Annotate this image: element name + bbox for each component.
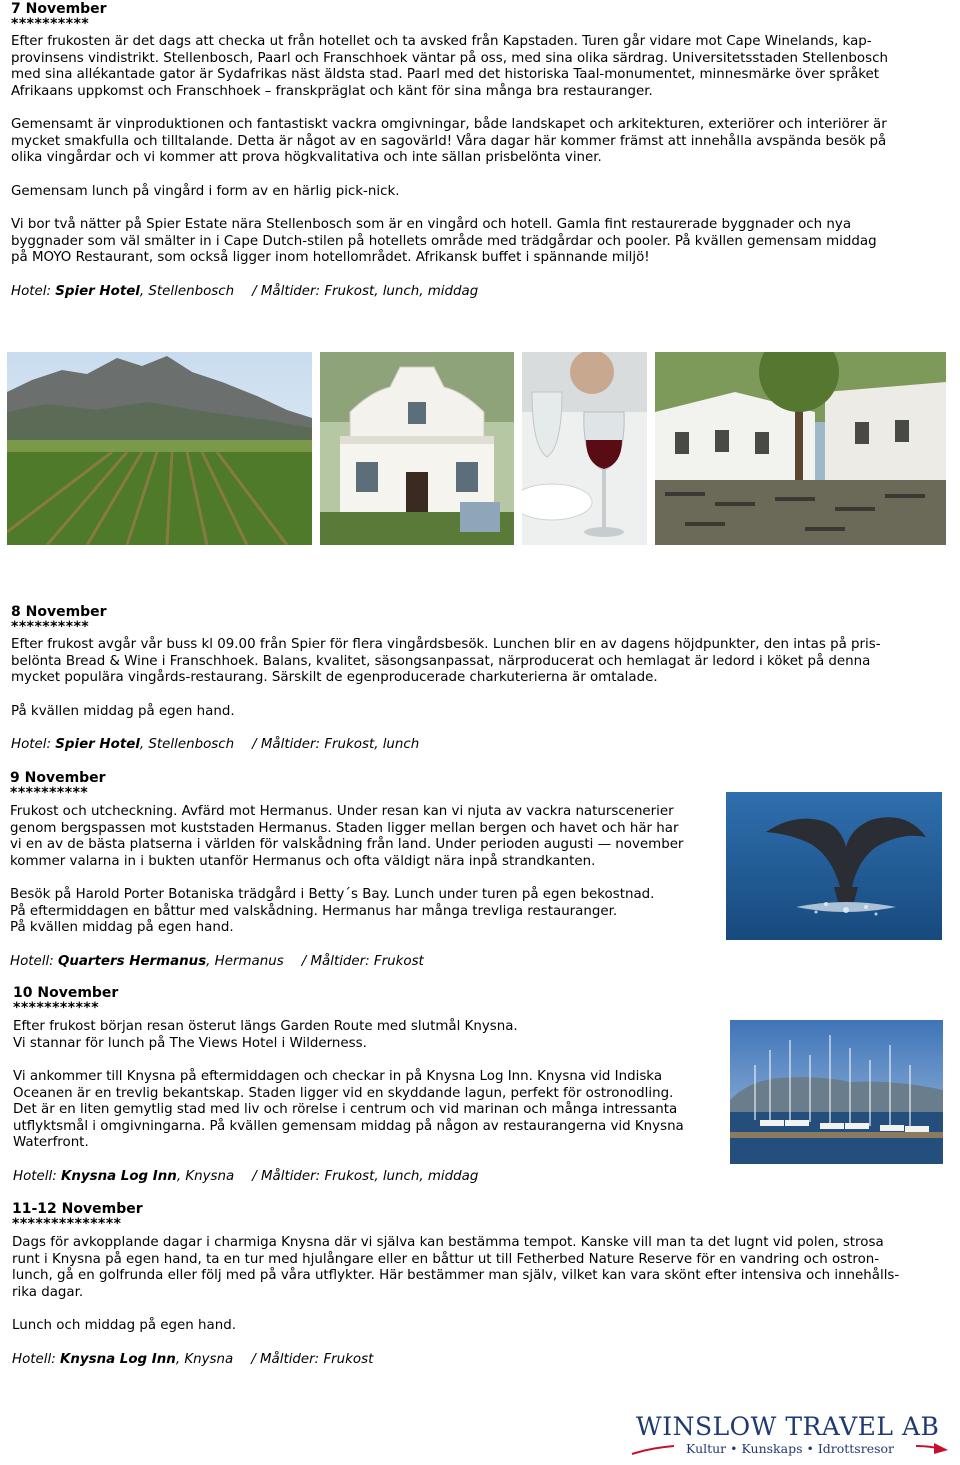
hotel-place: , Stellenbosch <box>139 283 235 299</box>
cape-dutch-house-photo <box>320 352 514 545</box>
meals-info: / Måltider: Frukost <box>251 1351 374 1367</box>
day-9-text-line: kommer valarna in i bukten utanför Hermanus och ofta väldigt nära inpå strandkanten. <box>10 853 596 869</box>
day-11-12-text-line: Dags för avkopplande dagar i charmiga Knysna där vi själva kan bestämma tempot. Kanske vill man ta det lugnt vid polen, strosa <box>12 1235 884 1250</box>
hotel-name: Knysna Log Inn <box>59 1351 176 1367</box>
day-10-hotel-line <box>13 1169 713 1186</box>
day-9-section <box>10 770 710 970</box>
day-8-hotel-line <box>11 737 951 754</box>
day-11-12-text-line: runt i Knysna på egen hand, ta en tur med hjulångare eller en båttur ut till Fetherbed Nature Reserve för en vandring och ostron- <box>12 1251 880 1267</box>
hotel-label: Hotell: <box>12 1351 60 1367</box>
day-7-text-line: Efter frukosten är det dags att checka ut från hotellet och ta avsked från Kapstaden. Turen går vidare mot Cape Winelands, kap- <box>11 34 872 49</box>
day-9-hotel-line <box>10 954 710 971</box>
day-7-text-line: Afrikaans uppkomst och Franschhoek – franskpräglat och känt för sina många bra restauranger. <box>11 83 653 99</box>
day-10-text-line: Oceanen är en trevlig bekantskap. Staden ligger vid en skyddande lagun, perfekt för ostronodling. <box>13 1085 674 1101</box>
logo-name: WINSLOW TRAVEL AB <box>636 1412 940 1441</box>
hotel-label: Hotell: <box>13 1168 61 1184</box>
hotel-name: Spier Hotel <box>55 737 140 752</box>
day-10-section <box>13 985 713 1185</box>
day-7-title: 7 November <box>11 1 107 17</box>
day-7-text-line: Vi bor två nätter på Spier Estate nära Stellenbosch som är en vingård och hotell. Gamla fint restaurerade byggnader och nya <box>11 217 852 232</box>
day-7-text-line: Gemensamt är vinproduktionen och fantastiskt vackra omgivningar, både landskapet och arkitekturen, exteriörer och interiörer är <box>11 117 887 132</box>
day-7-text-line: på MOYO Restaurant, som också ligger inom hotellområdet. Afrikansk buffet i spännande miljö! <box>11 250 650 265</box>
day-11-12-section <box>12 1201 952 1368</box>
day-8-text-line: På kvällen middag på egen hand. <box>11 703 235 719</box>
hotel-label: Hotel: <box>11 737 56 752</box>
vineyard-mountains-photo <box>7 352 312 545</box>
day-9-text-line: Frukost och utcheckning. Avfärd mot Hermanus. Under resan kan vi njuta av vackra naturscenerier <box>10 804 674 819</box>
day-7-text-line: Gemensam lunch på vingård i form av en härlig pick-nick. <box>11 183 400 199</box>
hotel-place: , Stellenbosch <box>139 737 235 752</box>
day-7-section <box>11 1 951 300</box>
day-8-section <box>11 604 951 754</box>
day-11-12-hotel-line <box>12 1352 952 1369</box>
meals-info: / Måltider: Frukost <box>301 953 424 969</box>
day-11-12-text-line: lunch, gå en golfrunda eller följ med på våra utflykter. Här bestämmer man själv, vilket kan vara skönt efter intensiva och innehålls- <box>12 1268 900 1283</box>
day-7-hotel-line <box>11 284 951 301</box>
day-11-12-text-line: Lunch och middag på egen hand. <box>12 1318 236 1333</box>
hotel-name: Quarters Hermanus <box>57 953 207 969</box>
day-10-text-line: Efter frukost början resan österut längs Garden Route med slutmål Knysna. <box>13 1019 518 1034</box>
day-9-stars: ********** <box>10 785 89 801</box>
day-8-title: 8 November <box>11 604 107 620</box>
day-10-stars: *********** <box>13 1000 100 1016</box>
day-7-text-line: provinsens vindistrikt. Stellenbosch, Paarl och Franschhoek väntar på oss, med sina olika särdrag. Universitetsstaden Stellenbosch <box>11 50 888 66</box>
day-9-text-line: Besök på Harold Porter Botaniska trädgård i Betty´s Bay. Lunch under turen på egen bekostnad. <box>10 887 655 902</box>
day-10-text-line: Vi ankommer till Knysna på eftermiddagen och checkar in på Knysna Log Inn. Knysna vid Indiska <box>13 1069 663 1084</box>
day-8-stars: ********** <box>11 619 90 635</box>
day-8-text-line: belönta Bread & Wine i Franschhoek. Balans, kvalitet, säsongsanpassat, närproducerat och hemlagat är ledord i köket på denna <box>11 653 871 669</box>
hotel-place: , Knysna <box>176 1168 235 1184</box>
day-7-text-line: mycket smakfulla och tilltalande. Detta är något av en sagovärld! Våra dagar här kommer främst att innehålla avspända besök på <box>11 133 887 149</box>
day-7-stars: ********** <box>11 16 90 32</box>
day-10-title: 10 November <box>13 985 119 1001</box>
day-10-text-line: Waterfront. <box>13 1135 89 1150</box>
day-8-text-line: Efter frukost avgår vår buss kl 09.00 från Spier för flera vingårdsbesök. Lunchen blir en av dagens höjdpunkter, den intas på pris- <box>11 637 881 652</box>
day-11-12-stars: ************** <box>12 1216 122 1232</box>
marina-photo <box>730 1020 943 1164</box>
day-11-12-title: 11-12 November <box>12 1201 143 1217</box>
day-11-12-text-line: rika dagar. <box>12 1284 84 1300</box>
day-9-text-line: genom bergspassen mot kuststaden Hermanus. Staden ligger mellan bergen och havet och här har <box>10 820 679 836</box>
whale-tail-photo <box>726 792 942 940</box>
day-10-text-line: utflyktsmål i omgivningarna. På kvällen gemensam middag på någon av restaurangerna vid Knysna <box>13 1118 684 1134</box>
logo-arrow-icon <box>630 1440 955 1458</box>
day-9-text-line: vi en av de bästa platserna i världen för valskådning från land. Under perioden augusti — november <box>10 837 684 852</box>
day-7-text-line: byggnader som väl smälter in i Cape Dutch-stilen på hotellets område med trädgårdar och pooler. På kvällen gemensam middag <box>11 233 877 249</box>
day-9-text-line: På kvällen middag på egen hand. <box>10 920 234 935</box>
meals-info: / Måltider: Frukost, lunch, middag <box>252 1168 479 1184</box>
day-9-text-line: På eftermiddagen en båttur med valskådning. Hermanus har många trevliga restauranger. <box>10 903 618 919</box>
wine-glass-photo <box>522 352 647 545</box>
hotel-place: , Knysna <box>175 1351 234 1367</box>
hotel-label: Hotel: <box>11 283 56 299</box>
meals-info: / Måltider: Frukost, lunch, middag <box>252 283 479 299</box>
day-10-text-line: Vi stannar för lunch på The Views Hotel i Wilderness. <box>13 1035 367 1051</box>
day-8-text-line: mycket populära vingårds-restaurang. Särskilt de egenproducerade charkuterierna är omtalade. <box>11 670 658 685</box>
day-7-text-line: med sina allékantade gator är Sydafrikas näst äldsta stad. Paarl med det historiska Taal-monumentet, minnesmärke över språket <box>11 67 880 82</box>
day-9-title: 9 November <box>10 770 106 786</box>
hotel-label: Hotell: <box>10 953 58 969</box>
hotel-name: Knysna Log Inn <box>60 1168 177 1184</box>
meals-info: / Måltider: Frukost, lunch <box>252 737 420 752</box>
logo-tagline: Kultur • Kunskaps • Idrottsresor <box>686 1441 895 1456</box>
hotel-name: Spier Hotel <box>55 283 140 299</box>
day-7-text-line: olika vingårdar och vi kommer att prova högkvalitativa och inte sällan prisbelönta viner. <box>11 150 602 165</box>
hotel-place: , Hermanus <box>206 953 284 969</box>
winery-courtyard-photo <box>655 352 946 545</box>
day-10-text-line: Det är en liten gemytlig stad med liv och rörelse i centrum och vid marinan och många intressanta <box>13 1102 678 1117</box>
winslow-travel-logo <box>636 1413 956 1461</box>
